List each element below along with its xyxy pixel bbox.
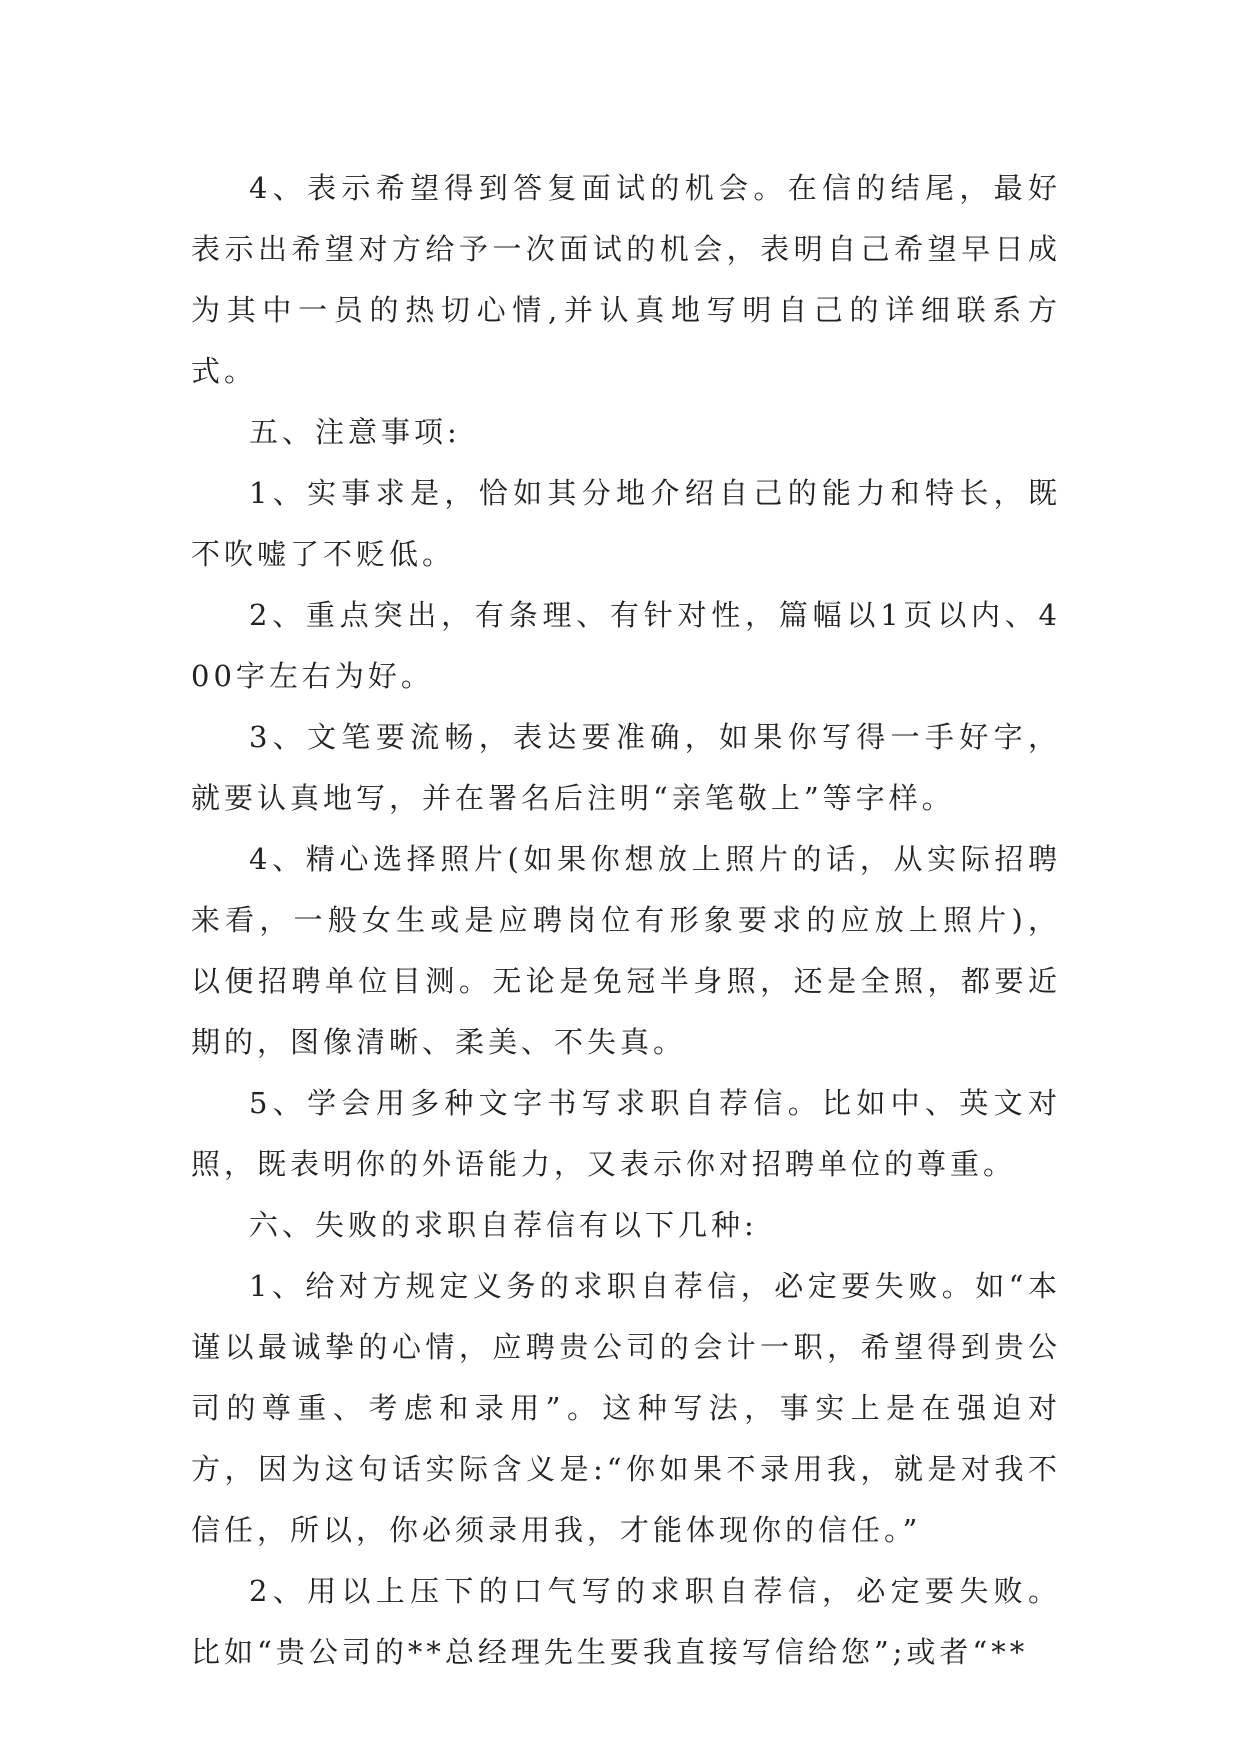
heading-failed-letters: 六、失败的求职自荐信有以下几种: xyxy=(249,1208,758,1242)
document-body xyxy=(191,158,1061,1683)
paragraph-truthful: 1、实事求是，恰如其分地介绍自己的能力和特长，既不吹嘘了不贬低。 xyxy=(191,476,1061,571)
paragraph-photo: 4、精心选择照片(如果你想放上照片的话，从实际招聘来看，一般女生或是应聘岗位有形象要求的应放上照片)，以便招聘单位目测。无论是免冠半身照，还是全照，都要近期的，图像清晰、柔美、不失真。 xyxy=(191,842,1061,1059)
paragraph-pressure: 2、用以上压下的口气写的求职自荐信，必定要失败。比如“贵公司的**总经理先生要我直接写信给您”;或者“** xyxy=(191,1574,1061,1669)
paragraph-languages: 5、学会用多种文字书写求职自荐信。比如中、英文对照，既表明你的外语能力，又表示你对招聘单位的尊重。 xyxy=(191,1086,1061,1181)
heading-notes: 五、注意事项: xyxy=(249,415,461,449)
paragraph-obligation: 1、给对方规定义务的求职自荐信，必定要失败。如“本谨以最诚挚的心情，应聘贵公司的会计一职，希望得到贵公司的尊重、考虑和录用”。这种写法，事实上是在强迫对方，因为这句话实际含义是:“你如果不录用我，就是对我不信任，所以，你必须录用我，才能体现你的信任。” xyxy=(191,1269,1061,1547)
paragraph-reply-interview: 4、表示希望得到答复面试的机会。在信的结尾，最好表示出希望对方给予一次面试的机会，表明自己希望早日成为其中一员的热切心情,并认真地写明自己的详细联系方式。 xyxy=(191,171,1061,388)
paragraph-writing-style: 3、文笔要流畅，表达要准确，如果你写得一手好字，就要认真地写，并在署名后注明“亲笔敬上”等字样。 xyxy=(191,720,1061,815)
paragraph-focused: 2、重点突出，有条理、有针对性，篇幅以1页以内、400字左右为好。 xyxy=(191,598,1061,693)
